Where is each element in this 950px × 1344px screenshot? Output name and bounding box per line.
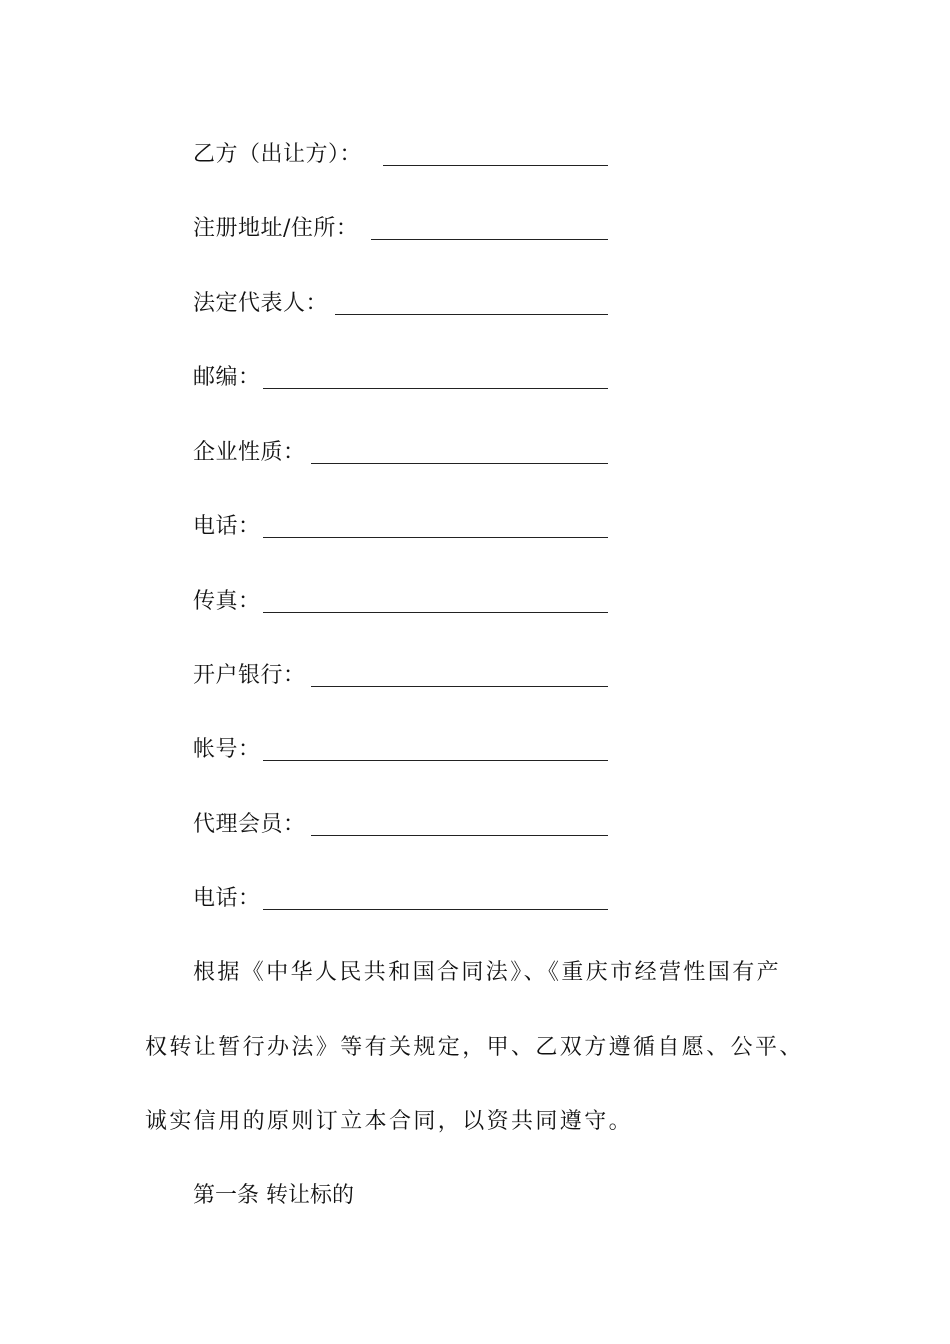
fill-in-blank[interactable] bbox=[263, 612, 608, 613]
postal-code-field bbox=[193, 359, 613, 393]
preamble-line: 诚实信用的原则订立本合同，以资共同遵守。 bbox=[145, 1109, 634, 1134]
preamble-line: 根据《中华人民共和国合同法》、《重庆市经营性国有产 bbox=[193, 960, 782, 985]
field-label: 企业性质： bbox=[193, 440, 306, 465]
field-label: 乙方（出让方）： bbox=[193, 142, 363, 167]
fill-in-blank[interactable] bbox=[263, 388, 608, 389]
field-label: 开户银行： bbox=[193, 663, 306, 688]
bank-field bbox=[193, 657, 613, 691]
fill-in-blank[interactable] bbox=[311, 835, 608, 836]
telephone-field bbox=[193, 508, 613, 542]
field-label: 邮编： bbox=[193, 365, 261, 390]
fill-in-blank[interactable] bbox=[263, 537, 608, 538]
account-number-field bbox=[193, 731, 613, 765]
enterprise-nature-field bbox=[193, 434, 613, 468]
fill-in-blank[interactable] bbox=[383, 165, 608, 166]
article-one-heading: 第一条 转让标的 bbox=[193, 1183, 354, 1208]
field-label: 法定代表人： bbox=[193, 291, 329, 316]
fill-in-blank[interactable] bbox=[371, 239, 608, 240]
fill-in-blank[interactable] bbox=[335, 314, 608, 315]
fill-in-blank[interactable] bbox=[311, 463, 608, 464]
field-label: 传真： bbox=[193, 589, 261, 614]
registered-address-field bbox=[193, 210, 613, 244]
fill-in-blank[interactable] bbox=[311, 686, 608, 687]
field-label: 帐号： bbox=[193, 737, 261, 762]
legal-representative-field bbox=[193, 285, 613, 319]
preamble-paragraph bbox=[145, 958, 810, 1182]
field-label: 注册地址/住所： bbox=[193, 216, 359, 241]
fill-in-blank[interactable] bbox=[263, 760, 608, 761]
agent-member-field bbox=[193, 806, 613, 840]
field-label: 电话： bbox=[193, 886, 261, 911]
party-b-name-field bbox=[193, 136, 613, 170]
fill-in-blank[interactable] bbox=[263, 909, 608, 910]
field-label: 电话： bbox=[193, 514, 261, 539]
agent-telephone-field bbox=[193, 880, 613, 914]
fax-field bbox=[193, 583, 613, 617]
field-label: 代理会员： bbox=[193, 812, 306, 837]
preamble-line: 权转让暂行办法》等有关规定，甲、乙双方遵循自愿、公平、 bbox=[145, 1034, 804, 1060]
